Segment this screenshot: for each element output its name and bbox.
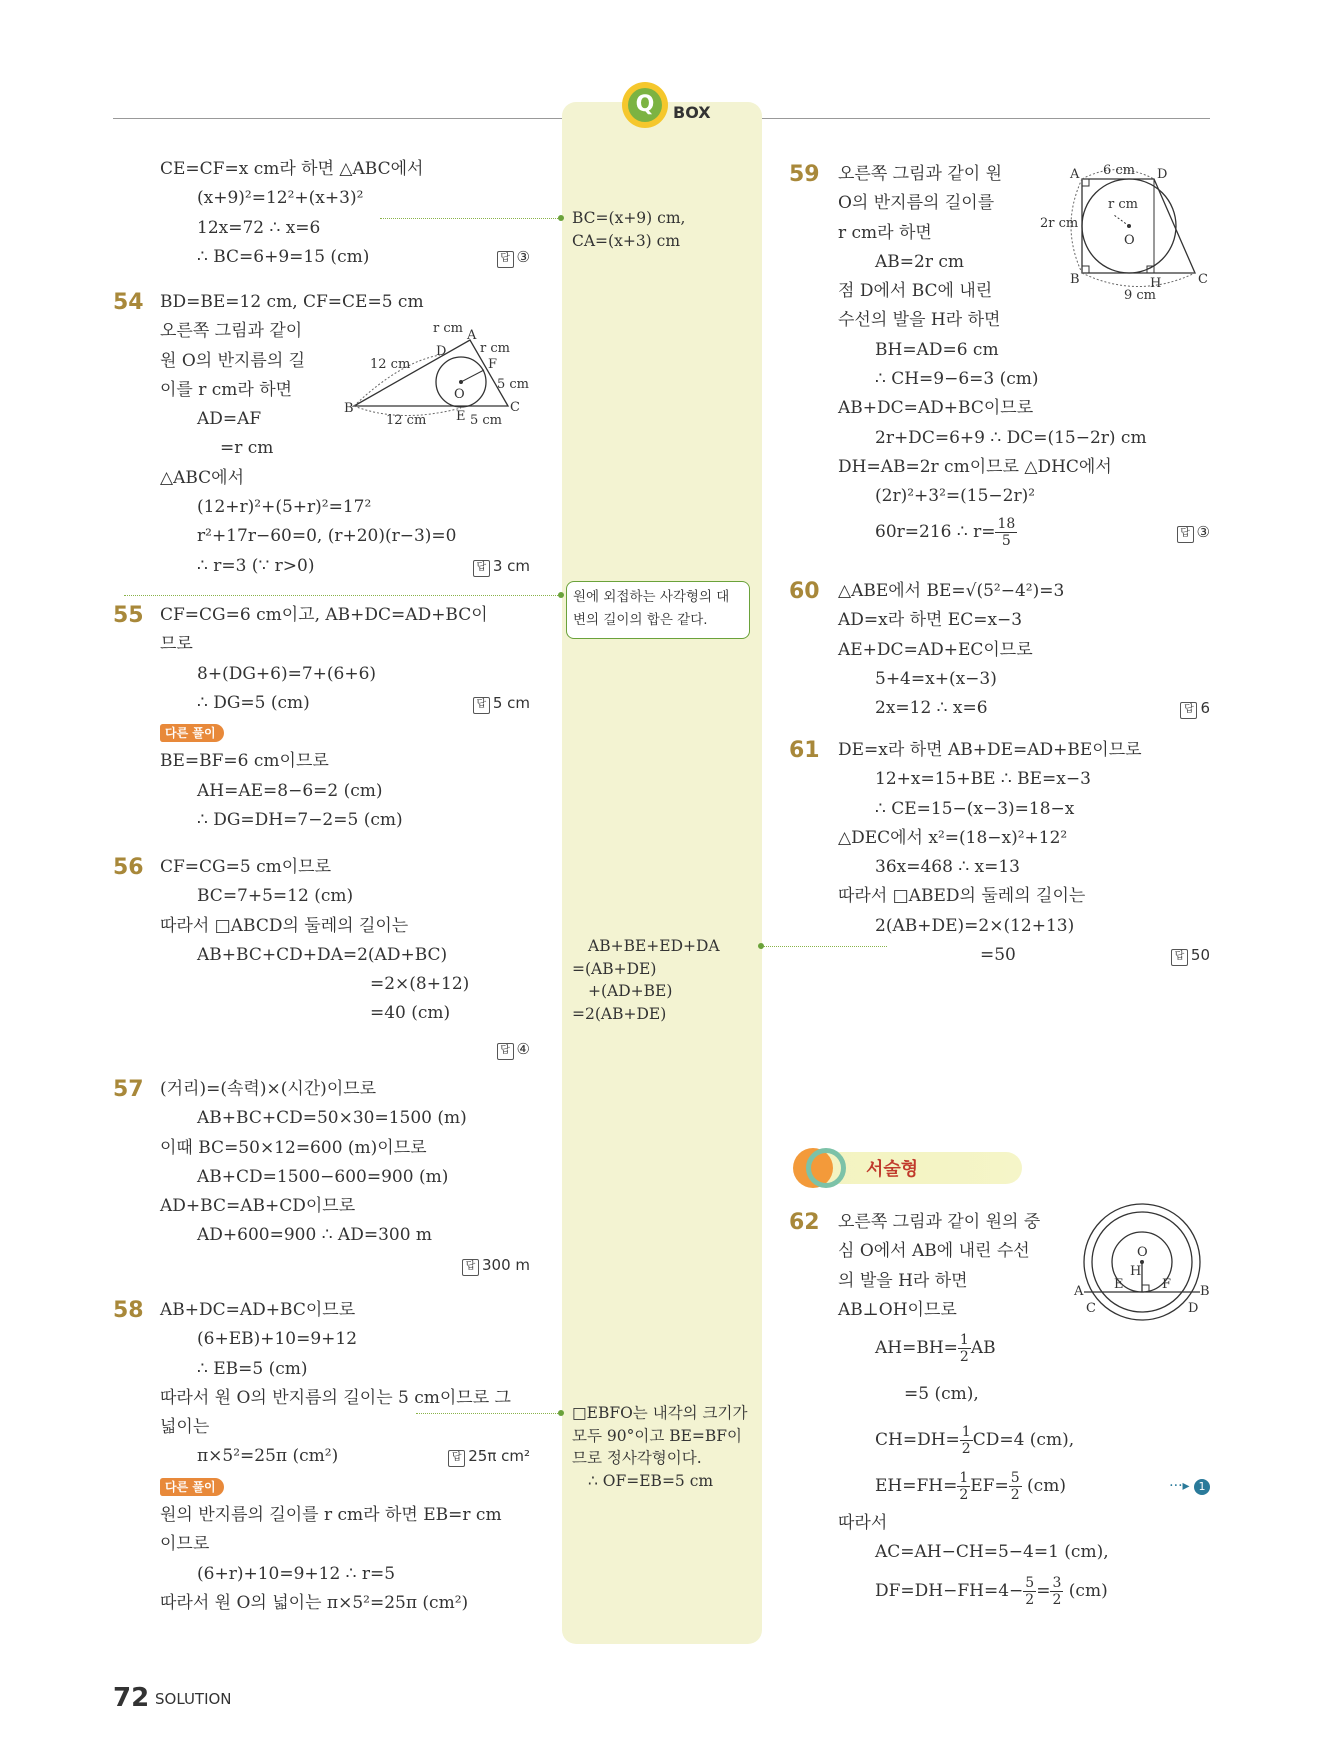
fig-label: D [1188, 1301, 1199, 1316]
fig-label: E [1114, 1277, 1124, 1292]
p59-l5: 점 D에서 BC에 내린 [838, 281, 993, 302]
fig-label: r cm [433, 322, 463, 336]
p58-l5: 넓이는 [160, 1417, 210, 1438]
problem-60 [838, 577, 1210, 723]
p54-l1: BD=BE=12 cm, CF=CE=5 cm [160, 292, 424, 312]
p58-l9: (6+r)+10=9+12 ∴ r=5 [197, 1563, 396, 1584]
p55-l2: 므로 [160, 634, 193, 655]
answer-badge: 답 25π cm² [448, 1442, 530, 1471]
p55-l1: CF=CG=6 cm이고, AB+DC=AD+BC이 [160, 605, 488, 625]
fig-label: C [510, 400, 520, 415]
p56-l3: 따라서 □ABCD의 둘레의 길이는 [160, 915, 409, 936]
p54-l4: 이를 r cm라 하면 [160, 379, 293, 400]
p55-l7: ∴ DG=DH=7−2=5 (cm) [197, 810, 403, 831]
p57-l1: (거리)=(속력)×(시간)이므로 [160, 1079, 377, 1099]
p62-l8: EH=FH= $\frac{1}{2}$ EF= $\frac{5}{2}$ (cm) ···▸ 1 [838, 1463, 1210, 1509]
p61-l6: 따라서 □ABED의 둘레의 길이는 [838, 886, 1086, 907]
leader-line [124, 595, 562, 596]
p54-l8: (12+r)²+(5+r)²=17² [197, 497, 372, 518]
fig-label: 2r cm [1040, 216, 1079, 231]
p56-l2: BC=7+5=12 (cm) [197, 886, 354, 907]
p56-l4: AB+BC+CD+DA=2(AD+BC) [197, 944, 448, 965]
problem-58 [160, 1296, 530, 1618]
p54pre-l1: CE=CF=x cm라 하면 △ABC에서 [160, 159, 424, 179]
problem-number: 61 [789, 738, 820, 763]
trapezoid-incircle-figure [1030, 160, 1215, 302]
triangle-incircle-figure [340, 322, 535, 430]
fig-label: 6 cm [1103, 163, 1136, 178]
p54pre-l4: ∴ BC=6+9=15 (cm) 답 ③ [160, 243, 530, 272]
fig-label: F [488, 357, 498, 372]
problem-number: 55 [113, 603, 144, 628]
qbox-label: BOX [673, 103, 711, 122]
fig-label: 12 cm [370, 357, 411, 372]
problem-number: 56 [113, 855, 144, 880]
p58-l10: 따라서 원 O의 넓이는 π×5²=25π (cm²) [160, 1592, 469, 1613]
p58-l2: (6+EB)+10=9+12 [197, 1329, 358, 1350]
p54pre-l2: (x+9)²=12²+(x+3)² [197, 188, 364, 209]
fig-label: 9 cm [1124, 288, 1157, 302]
answer-badge: 답 ③ [1177, 512, 1210, 552]
p56-l6: =40 (cm) [370, 1003, 451, 1024]
fig-label: B [1200, 1284, 1210, 1299]
problem-number: 54 [113, 290, 144, 315]
p61-l5: 36x=468 ∴ x=13 [875, 857, 1020, 878]
p59-l4: AB=2r cm [875, 251, 965, 272]
answer-badge: 답 50 [1171, 941, 1210, 970]
p61-l7: 2(AB+DE)=2×(12+13) [875, 915, 1075, 936]
p54-l2: 오른쪽 그림과 같이 [160, 321, 303, 342]
p61-l3: ∴ CE=15−(x−3)=18−x [875, 798, 1075, 819]
p56-l5: =2×(8+12) [370, 974, 470, 995]
p62-l1: 오른쪽 그림과 같이 원의 중 [838, 1212, 1041, 1232]
qbox-note-4: □EBFO는 내각의 크기가 모두 90°이고 BE=BF이 므로 정사각형이다. ∴ OF=EB=5 cm [572, 1404, 748, 1490]
answer-badge: 답 ③ [497, 243, 530, 272]
qbox-note-3: AB+BE+ED+DA =(AB+DE) +(AD+BE) =2(AB+DE) [572, 937, 720, 1023]
p59-l11: DH=AB=2r cm이므로 △DHC에서 [838, 456, 1112, 477]
leader-line [416, 1413, 562, 1414]
alt-solution-tag: 다른 풀이 [160, 1478, 224, 1496]
p55-l6: AH=AE=8−6=2 (cm) [197, 780, 383, 801]
p55-l3: 8+(DG+6)=7+(6+6) [197, 663, 377, 684]
p59-l3: r cm라 하면 [838, 222, 932, 243]
problem-57 [160, 1075, 530, 1274]
answer-badge: 답 ④ [497, 1035, 530, 1064]
p54-l6: =r cm [220, 438, 274, 459]
p60-l5: 2x=12 ∴ x=6 답 6 [838, 694, 1210, 723]
leader-dot [558, 592, 564, 598]
section-title: 서술형 [866, 1159, 919, 1180]
fig-label: r cm [480, 341, 510, 356]
fig-label: D [436, 344, 447, 359]
p58-l6: π×5²=25π (cm²) 답 25π cm² [160, 1442, 530, 1471]
fig-label: B [1070, 272, 1080, 287]
p62-l4: AB⊥OH이므로 [838, 1299, 957, 1320]
p54-l7: △ABC에서 [160, 467, 245, 488]
fig-label: O [1137, 1245, 1148, 1260]
problem-number: 60 [789, 579, 820, 604]
qbox-note-1: BC=(x+9) cm, CA=(x+3) cm [572, 209, 686, 250]
fig-label: H [1130, 1264, 1142, 1279]
p62-l3: 의 발을 H라 하면 [838, 1270, 968, 1291]
fig-label: A [1074, 1284, 1084, 1299]
p58-l8: 이므로 [160, 1534, 210, 1555]
p62-l5: AH=BH= $\frac{1}{2}$ AB [875, 1332, 996, 1366]
problem-61 [838, 736, 1210, 970]
fig-label: C [1198, 272, 1208, 287]
p57-l4: AB+CD=1500−600=900 (m) [197, 1166, 449, 1187]
problem-56 [160, 853, 530, 1061]
p54-l9: r²+17r−60=0, (r+20)(r−3)=0 [197, 526, 457, 547]
p59-l2: O의 반지름의 길이를 [838, 193, 995, 214]
problem-55 [160, 601, 530, 835]
p59-l7: BH=AD=6 cm [875, 339, 999, 360]
fig-label: O [454, 387, 465, 402]
p61-l2: 12+x=15+BE ∴ BE=x−3 [875, 769, 1091, 790]
fig-label: D [1157, 167, 1168, 182]
problem-number: 62 [789, 1210, 820, 1235]
footer-label: SOLUTION [155, 1690, 232, 1708]
p59-l8: ∴ CH=9−6=3 (cm) [875, 369, 1039, 390]
fig-label: E [456, 409, 466, 424]
p59-l10: 2r+DC=6+9 ∴ DC=(15−2r) cm [875, 427, 1147, 448]
p57-l2: AB+BC+CD=50×30=1500 (m) [197, 1108, 467, 1129]
answer-badge: 답 3 cm [473, 552, 530, 581]
p58-l1: AB+DC=AD+BC이므로 [160, 1300, 356, 1320]
p60-l4: 5+4=x+(x−3) [875, 668, 997, 689]
p57-l3: 이때 BC=50×12=600 (m)이므로 [160, 1137, 427, 1158]
fig-label: B [344, 401, 354, 416]
p54-l5: AD=AF [197, 409, 262, 430]
answer-badge: 답 6 [1180, 694, 1210, 723]
fig-label: H [1150, 276, 1162, 291]
leader-dot [558, 1410, 564, 1416]
p62-l2: 심 O에서 AB에 내린 수선 [838, 1241, 1030, 1262]
p58-l4: 따라서 원 O의 반지름의 길이는 5 cm이므로 그 [160, 1387, 511, 1408]
p59-l1: 오른쪽 그림과 같이 원 [838, 164, 1003, 184]
leader-dot [558, 215, 564, 221]
qbox-badge-inner: Q [628, 88, 662, 122]
step-marker: ···▸ 1 [1169, 1463, 1210, 1509]
answer-badge: 답 5 cm [473, 689, 530, 718]
p59-l6: 수선의 발을 H라 하면 [838, 310, 1001, 331]
leader-dot [758, 943, 764, 949]
fig-label: 5 cm [497, 377, 530, 392]
p59-l13: 60r=216 ∴ r= $\frac{18}{5}$ 답 ③ [838, 512, 1210, 552]
alt-solution-tag: 다른 풀이 [160, 724, 224, 742]
fig-label: F [1162, 1277, 1172, 1292]
left-column [160, 155, 530, 272]
p55-l5: BE=BF=6 cm이므로 [160, 751, 329, 772]
p60-l2: AD=x라 하면 EC=x−3 [838, 610, 1023, 631]
problem-number: 59 [789, 162, 820, 187]
p62-l6: =5 (cm), [904, 1384, 979, 1405]
p62-l7: CH=DH= $\frac{1}{2}$ CD=4 (cm), [875, 1424, 1075, 1458]
p58-l3: ∴ EB=5 (cm) [197, 1358, 308, 1379]
p62-l9: 따라서 [838, 1513, 888, 1534]
problem-number: 58 [113, 1298, 144, 1323]
p59-l9: AB+DC=AD+BC이므로 [838, 398, 1034, 419]
p54pre-l3: 12x=72 ∴ x=6 [197, 217, 321, 238]
problem-number: 57 [113, 1077, 144, 1102]
p60-l3: AE+DC=AD+EC이므로 [838, 639, 1033, 660]
p62-l11: DF=DH−FH=4− $\frac{5}{2}$ = $\frac{3}{2}$ (cm) [875, 1574, 1108, 1608]
fig-label: C [1086, 1301, 1096, 1316]
fig-label: A [1070, 167, 1080, 182]
p57-l6: AD+600=900 ∴ AD=300 m [197, 1225, 433, 1246]
p61-l1: DE=x라 하면 AB+DE=AD+BE이므로 [838, 740, 1142, 760]
p62-l10: AC=AH−CH=5−4=1 (cm), [875, 1542, 1109, 1563]
p56-l1: CF=CG=5 cm이므로 [160, 857, 332, 877]
leader-line [380, 218, 562, 219]
p54-l3: 원 O의 반지름의 길 [160, 350, 306, 371]
concentric-circles-figure [1072, 1200, 1212, 1340]
fig-label: 5 cm [470, 413, 503, 428]
answer-badge: 답 300 m [462, 1251, 530, 1280]
section-icon-ring [806, 1148, 846, 1188]
fig-label: O [1124, 233, 1135, 248]
fig-label: A [467, 328, 477, 343]
p61-l4: △DEC에서 x²=(18−x)²+12² [838, 827, 1068, 848]
page-number: 72 [113, 1683, 150, 1713]
qbox-note-2: 원에 외접하는 사각형의 대 변의 길이의 합은 같다. [566, 581, 750, 639]
fig-label: r cm [1108, 197, 1138, 212]
p55-l4: ∴ DG=5 (cm) 답 5 cm [160, 689, 530, 718]
p58-l7: 원의 반지름의 길이를 r cm라 하면 EB=r cm [160, 1505, 502, 1526]
p61-l8: =50 답 50 [838, 941, 1210, 970]
p60-l1: △ABE에서 BE=√(5²−4²)=3 [838, 581, 1065, 601]
p54-l10: ∴ r=3 (∵ r>0) 답 3 cm [160, 552, 530, 581]
p59-l12: (2r)²+3²=(15−2r)² [875, 486, 1036, 507]
fig-label: 12 cm [386, 413, 427, 428]
p57-l5: AD+BC=AB+CD이므로 [160, 1196, 356, 1217]
